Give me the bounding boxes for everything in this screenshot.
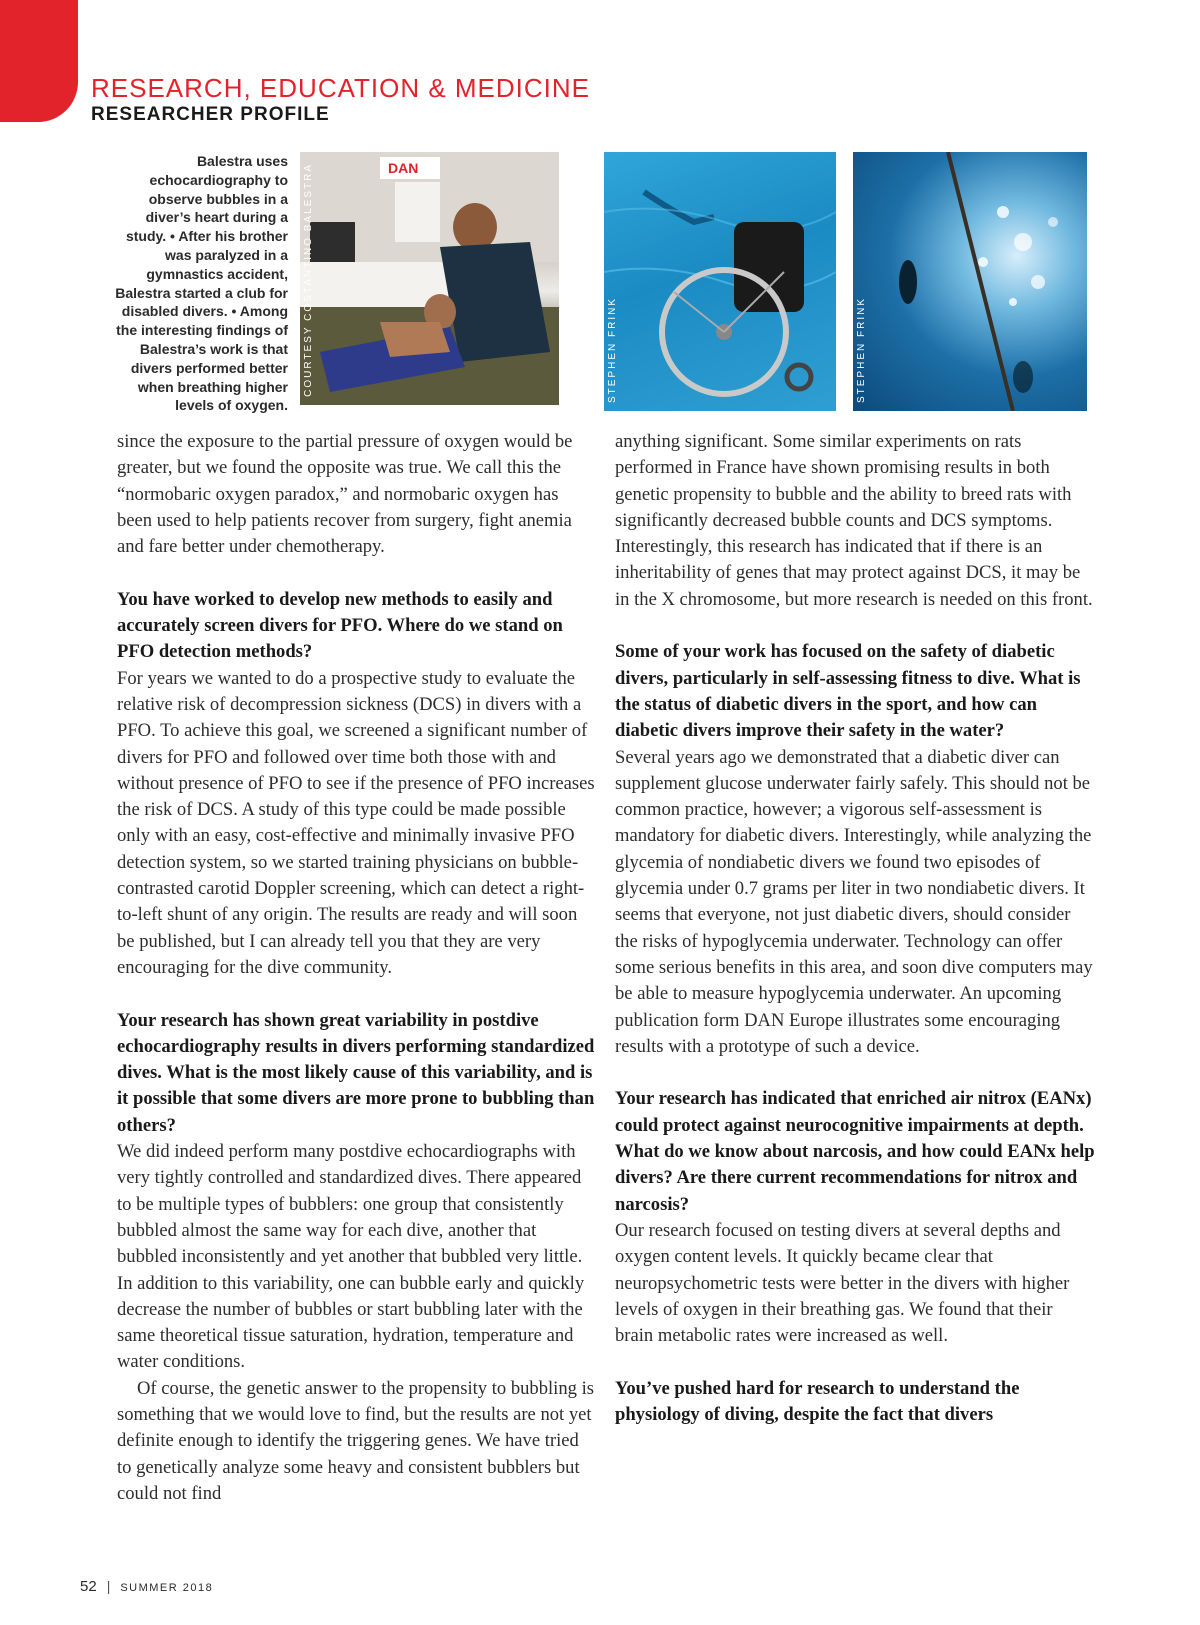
interview-question: Your research has indicated that enriched air nitrox (EANx) could protect against neurocognitive impairments at depth. What do we know about narcosis, and how could EANx help divers? Are there current recommendations for nitrox and narcosis? (615, 1088, 1095, 1215)
interview-question: Your research has shown great variability in postdive echocardiography results in divers performing standardized dives. What is the most likely cause of this variability, and is it possible that some divers are more prone to bubbling than others? (117, 1009, 595, 1136)
page-footer (80, 1578, 213, 1595)
body-paragraph: For years we wanted to do a prospective study to evaluate the relative risk of decompression sickness (DCS) in divers with a PFO. To achieve this goal, we screened a significant number of divers for PFO and followed over time both those with and without presence of PFO to see if the presence of PFO increases the risk of DCS. A study of this type could be made possible only with an easy, cost-effective and minimally invasive PFO detection system, so we started training physicians on bubble-contrasted carotid Doppler screening, which can detect a right-to-left shunt of any origin. The results are ready and will soon be published, but I can already tell you that they are very encouraging for the dive community. (117, 667, 595, 978)
interview-question: You’ve pushed hard for research to understand the physiology of diving, despite the fact that divers (615, 1377, 1020, 1425)
photo-illustration-bubbles (853, 152, 1087, 411)
body-paragraph: We did indeed perform many postdive echocardiographs with very tightly controlled and standardized dives. There appeared to be multiple types of bubblers: one group that consistently bubbled almost the same way for each dive, another that bubbled inconsistently and yet another that bubbled very little. In addition to this variability, one can bubble early and quickly decrease the number of bubbles or start bubbling later with the same theoretical tissue saturation, hydration, temperature and water conditions. (117, 1141, 585, 1373)
subsection-title: RESEARCHER PROFILE (91, 104, 330, 125)
page-number: 52 (80, 1578, 97, 1595)
photo-credit: STEPHEN FRINK (607, 296, 618, 403)
body-paragraph: since the exposure to the partial pressure of oxygen would be greater, but we found the opposite was true. We call this the “normobaric oxygen paradox,” and normobaric oxygen has been used to help patients recover from surgery, fight anemia and fare better under chemotherapy. (117, 431, 573, 558)
photo-echocardiography-study (300, 152, 559, 405)
red-corner-tab (0, 0, 78, 122)
body-paragraph: anything significant. Some similar experiments on rats performed in France have shown promising results in both genetic propensity to bubble and the ability to breed rats with significantly decreased bubble counts and DCS symptoms. Interestingly, this research has indicated that if there is an inheritability of genes that may protect against DCS, it may be in the X chromosome, but more research is needed on this front. (615, 431, 1093, 610)
body-paragraph: Several years ago we demonstrated that a diabetic diver can supplement glucose underwater fairly safely. This should not be common practice, however; a vigorous self-assessment is mandatory for diabetic divers. Interestingly, while analyzing the glycemia of nondiabetic divers we found two episodes of glycemia under 0.7 grams per liter in two nondiabetic divers. It seems that everyone, not just diabetic divers, should consider the risks of hypoglycemia underwater. Technology can offer some serious benefits in this area, and soon dive computers may be able to measure hypoglycemia underwater. An upcoming publication form DAN Europe illustrates some encouraging results with a prototype of such a device. (615, 746, 1093, 1057)
interview-question: Some of your work has focused on the safety of diabetic divers, particularly in self-assessing fitness to dive. What is the status of diabetic divers in the sport, and how can diabetic divers improve their safety in the water? (615, 641, 1081, 742)
article-column-left (117, 429, 597, 1507)
interview-question: You have worked to develop new methods to easily and accurately screen divers for PFO. Where do we stand on PFO detection methods? (117, 588, 563, 663)
section-title: RESEARCH, EDUCATION & MEDICINE (91, 73, 591, 103)
issue-label: SUMMER 2018 (120, 1582, 214, 1594)
article-column-right (615, 429, 1095, 1428)
photo-wheelchair-pool (604, 152, 836, 411)
svg-text:DAN: DAN (388, 160, 419, 176)
photo-caption: Balestra uses echocardiography to observe bubbles in a diver’s heart during a study. • After his brother was paralyzed in a gymnastics accident, Balestra started a club for disabled divers. • Among the interesting findings of Balestra’s work is that divers performed better when breathing higher levels of oxygen. (115, 153, 288, 414)
photo-illustration-clinic (300, 152, 559, 405)
photo-illustration-wheelchair (604, 152, 836, 411)
photo-underwater-divers (853, 152, 1087, 411)
body-paragraph: Of course, the genetic answer to the propensity to bubbling is something that we would love to find, but the results are not yet definite enough to identify the triggering genes. We have tried to genetically analyze some heavy and consistent bubblers but could not find (117, 1377, 594, 1504)
photo-credit: COURTESY COSTANTINO BALESTRA (303, 163, 314, 397)
photo-credit: STEPHEN FRINK (856, 296, 867, 403)
body-paragraph: Our research focused on testing divers at several depths and oxygen content levels. It quickly became clear that neuropsychometric tests were better in the divers with higher levels of oxygen in their breathing gas. We found that their brain metabolic rates were increased as well. (615, 1219, 1070, 1347)
footer-separator: | (106, 1578, 111, 1594)
